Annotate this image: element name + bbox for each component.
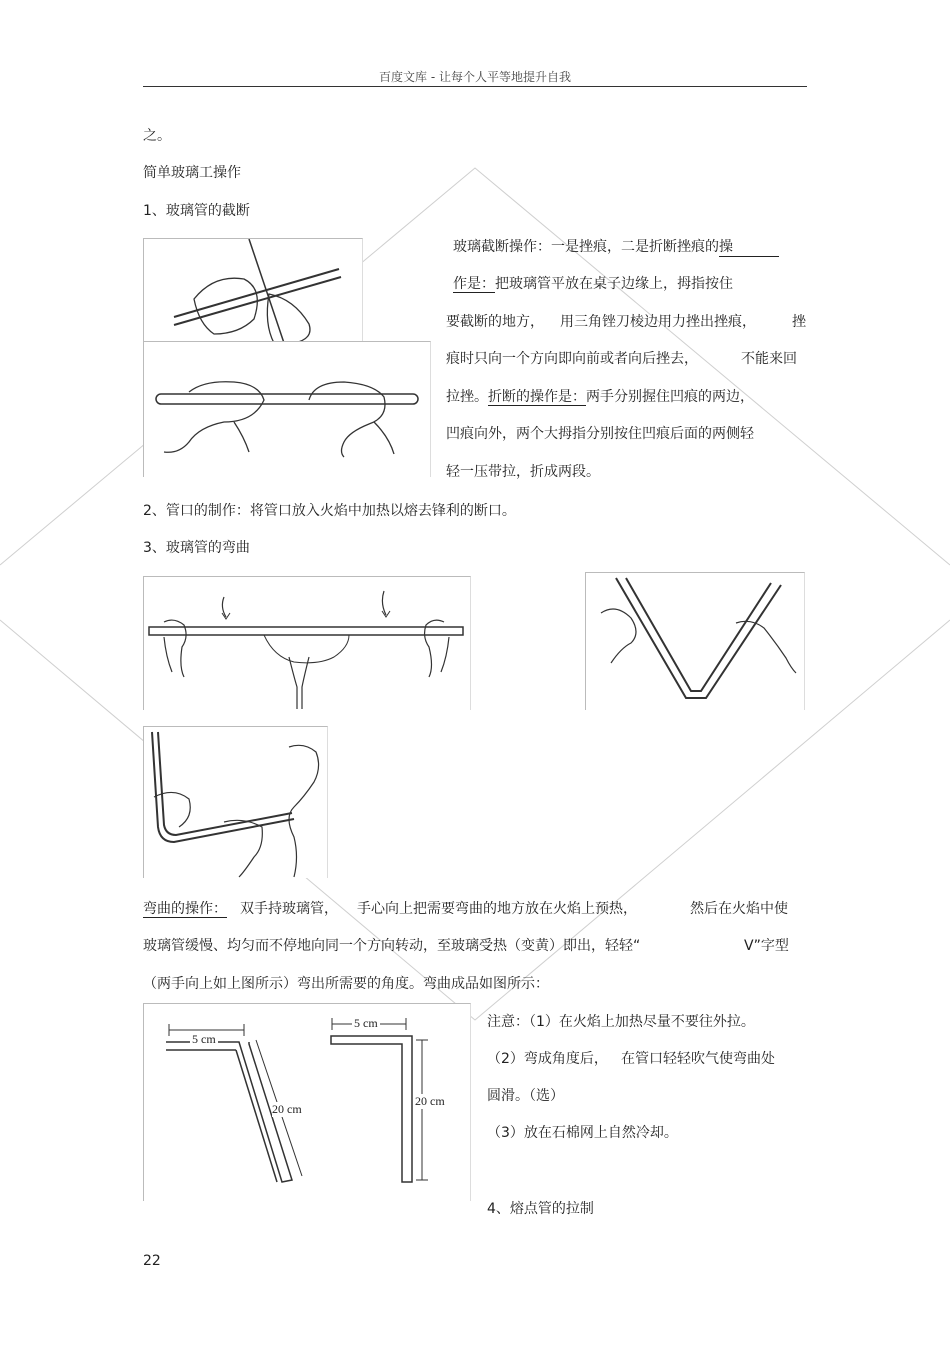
cut-text-3a: 要截断的地方， xyxy=(446,314,544,330)
section-title: 简单玻璃工操作 xyxy=(143,165,241,181)
bend-text-3: （两手向上如上图所示）弯出所需要的角度。弯曲成品如图所示： xyxy=(143,976,549,992)
dim-label-right-top: 5 cm xyxy=(354,1016,378,1030)
bend-text-1b: 手心向上把需要弯曲的地方放在火焰上预热， xyxy=(357,901,637,917)
cut-text-3b: 用三角锉刀棱边用力挫出挫痕， xyxy=(560,314,756,330)
figure-v-bend xyxy=(585,572,805,710)
bend-text-1c: 然后在火焰中使 xyxy=(690,901,788,917)
figure-blowing-tube xyxy=(143,726,328,878)
bend-text-2b: V”字型 xyxy=(744,938,789,954)
cut-text-2: 作是：把玻璃管平放在桌子边缘上，拇指按住 xyxy=(453,276,733,292)
dim-label-right-side: 20 cm xyxy=(415,1094,445,1108)
cut-text-4a: 痕时只向一个方向即向前或者向后挫去， xyxy=(446,351,698,367)
item-3-title: 3、玻璃管的弯曲 xyxy=(143,540,250,556)
page-header: 百度文库 - 让每个人平等地提升自我 xyxy=(379,70,571,84)
dim-label-left-top: 5 cm xyxy=(192,1032,216,1046)
cut-text-4b: 不能来回 xyxy=(741,351,797,367)
dim-label-left-side: 20 cm xyxy=(272,1102,302,1116)
note-2b: 在管口轻轻吹气使弯曲处 xyxy=(621,1051,775,1067)
note-3: 圆滑。（选） xyxy=(487,1088,564,1104)
bend-text-1: 弯曲的操作： xyxy=(143,901,227,917)
note-1: 注意：（1）在火焰上加热尽量不要往外拉。 xyxy=(487,1014,755,1030)
bend-text-2a: 玻璃管缓慢、均匀而不停地向同一个方向转动，至玻璃受热（变黄）即出，轻轻“ xyxy=(143,938,641,954)
cut-text-3c: 挫 xyxy=(792,314,806,330)
figure-bend-dimensions xyxy=(143,1003,471,1201)
item-4: 4、熔点管的拉制 xyxy=(487,1201,594,1217)
page-number: 22 xyxy=(143,1253,161,1269)
figure-filing-tube xyxy=(143,238,363,344)
item-2: 2、管口的制作：将管口放入火焰中加热以熔去锋利的断口。 xyxy=(143,503,516,519)
bend-text-1a: 双手持玻璃管， xyxy=(240,901,338,917)
note-4: （3）放在石棉网上自然冷却。 xyxy=(487,1125,678,1141)
note-2a: （2）弯成角度后， xyxy=(487,1051,608,1067)
cut-text-5: 拉挫。折断的操作是：两手分别握住凹痕的两边， xyxy=(446,389,754,405)
figure-heating-tube xyxy=(143,576,471,710)
cut-text-7: 轻一压带拉，折成两段。 xyxy=(446,464,600,480)
cut-text-6: 凹痕向外，两个大拇指分别按住凹痕后面的两侧轻 xyxy=(446,426,754,442)
figure-breaking-tube xyxy=(143,341,431,477)
item-1-title: 1、玻璃管的截断 xyxy=(143,203,250,219)
text-line-top: 之。 xyxy=(143,128,171,144)
header-rule xyxy=(143,86,807,87)
cut-text-1: 玻璃截断操作：一是挫痕，二是折断挫痕的操 xyxy=(453,238,779,257)
